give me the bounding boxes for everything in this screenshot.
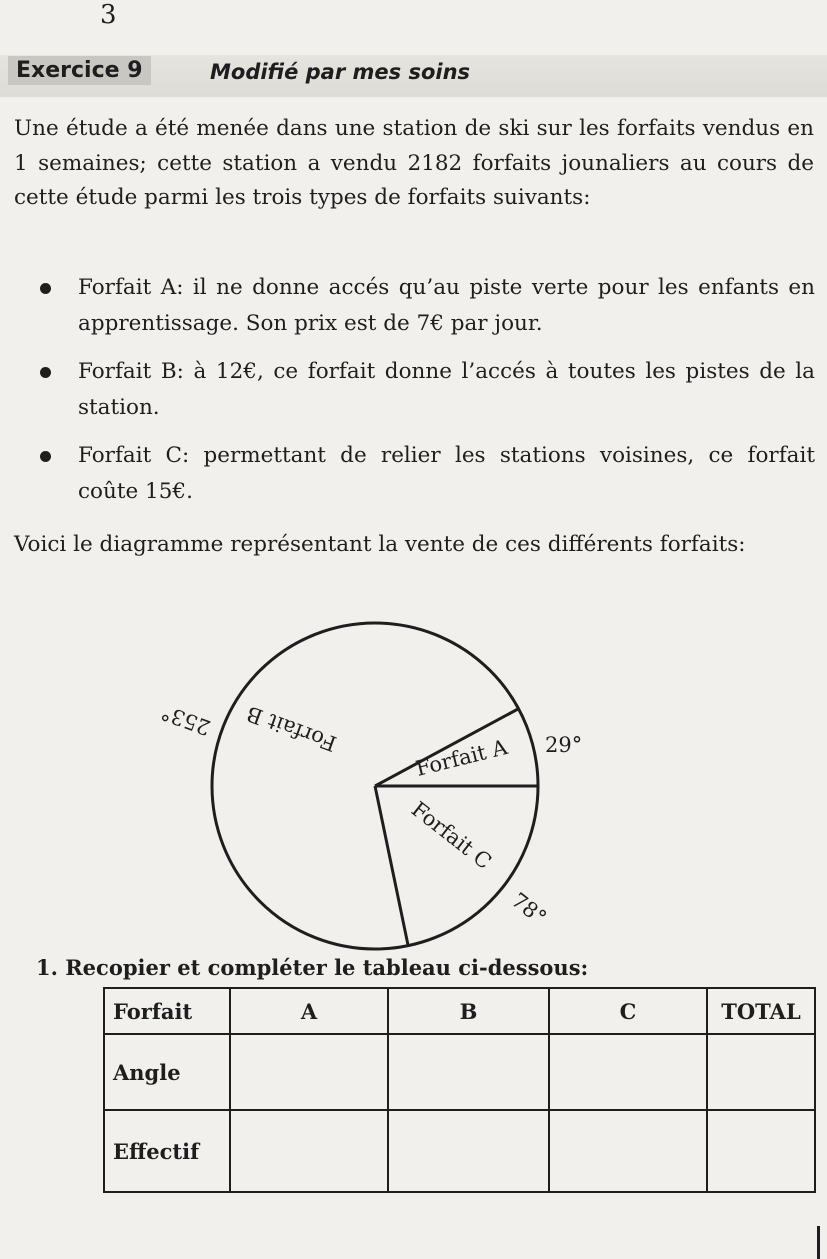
page-number: 3 [100, 0, 117, 30]
table-header-row [104, 988, 815, 1034]
cell-angle-c [549, 1034, 707, 1110]
slice-angle-forfait-a: 29° [545, 733, 583, 757]
pie-chart [0, 600, 827, 960]
list-item-text: Forfait C: permettant de relier les stations voisines, ce forfait coûte 15€. [78, 443, 815, 504]
cell-effectif-c [549, 1110, 707, 1192]
list-item-forfait-c [40, 438, 815, 510]
table-row-angle [104, 1034, 815, 1110]
cell-effectif-a [230, 1110, 388, 1192]
cell-angle-b [388, 1034, 549, 1110]
answer-table [103, 987, 816, 1193]
slice-angle-forfait-c: 78° [506, 888, 552, 930]
cell-effectif-total [707, 1110, 815, 1192]
row-label-angle: Angle [104, 1034, 230, 1110]
slice-angle-forfait-b: 253° [157, 699, 214, 740]
intro-paragraph: Une étude a été menée dans une station de ski sur les forfaits vendus en 1 semaines; cette station a vendu 2182 forfaits jounaliers au cours de cette étude parmi les trois types de forfaits suivants: [14, 116, 814, 210]
table-header-total: TOTAL [707, 988, 815, 1034]
table-header-b: B [388, 988, 549, 1034]
bullet-icon [40, 367, 51, 378]
slice-label-forfait-b: Forfait B [243, 701, 340, 756]
cell-angle-total [707, 1034, 815, 1110]
forfait-list [40, 270, 815, 510]
table-header-forfait: Forfait [104, 988, 230, 1034]
table-row-effectif [104, 1110, 815, 1192]
list-item-text: Forfait A: il ne donne accés qu’au piste verte pour les enfants en apprentissage. Son prix est de 7€ par jour. [78, 275, 815, 336]
page-edge-line [817, 1226, 820, 1259]
list-item-text: Forfait B: à 12€, ce forfait donne l’accés à toutes les pistes de la station. [78, 359, 815, 420]
pie-radius-c-end [375, 786, 408, 945]
cell-angle-a [230, 1034, 388, 1110]
question-1: 1. Recopier et compléter le tableau ci-dessous: [36, 955, 589, 980]
table-header-a: A [230, 988, 388, 1034]
exercise-subtitle: Modifié par mes soins [210, 60, 471, 84]
list-item-forfait-b [40, 354, 815, 426]
row-label-effectif: Effectif [104, 1110, 230, 1192]
slice-label-forfait-c: Forfait C [406, 797, 497, 874]
exercise-label: Exercice 9 [8, 56, 151, 85]
slice-label-forfait-a: Forfait A [413, 734, 510, 781]
cell-effectif-b [388, 1110, 549, 1192]
table-header-c: C [549, 988, 707, 1034]
bullet-icon [40, 451, 51, 462]
bullet-icon [40, 283, 51, 294]
diagram-intro-paragraph: Voici le diagramme représentant la vente de ces différents forfaits: [14, 532, 746, 557]
list-item-forfait-a [40, 270, 815, 342]
